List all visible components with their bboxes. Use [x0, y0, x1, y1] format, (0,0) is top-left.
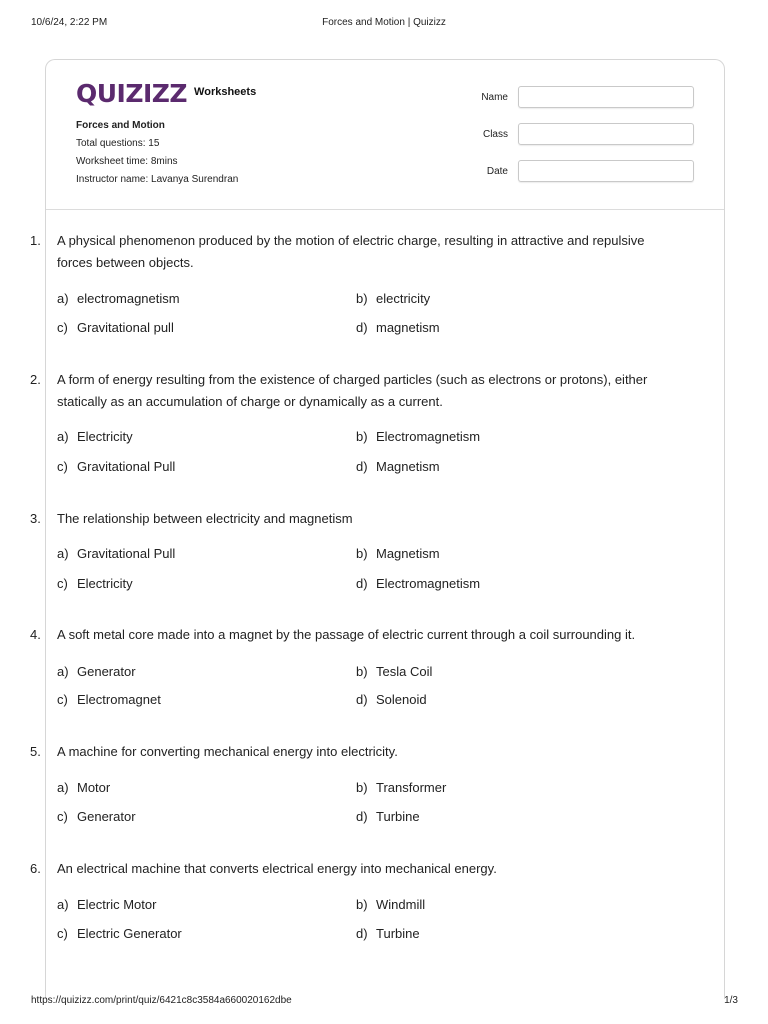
name-field	[466, 86, 694, 108]
option-c: c) Gravitational pull	[57, 320, 174, 335]
question-number: 6.	[30, 861, 41, 876]
class-input[interactable]	[518, 123, 694, 145]
date-field	[466, 160, 694, 182]
option-d: d) magnetism	[356, 320, 440, 335]
question-number: 5.	[30, 744, 41, 759]
page-number: 1/3	[724, 995, 738, 1006]
option-b: b) Tesla Coil	[356, 664, 433, 679]
question-number: 2.	[30, 372, 41, 387]
option-c: c) Gravitational Pull	[57, 459, 176, 474]
option-b: b) Transformer	[356, 780, 447, 795]
class-field	[466, 123, 694, 145]
option-b: b) electricity	[356, 291, 431, 306]
logo-subtitle: Worksheets	[194, 85, 257, 98]
option-a: a) Generator	[57, 664, 136, 679]
question-number: 4.	[30, 627, 41, 642]
option-d: d) Solenoid	[356, 692, 427, 707]
option-c: c) Electromagnet	[57, 692, 161, 707]
print-header	[0, 17, 768, 31]
question-text: A soft metal core made into a magnet by the passage of electric current through a coil surrounding it.	[57, 627, 636, 642]
question-text: An electrical machine that converts electrical energy into mechanical energy.	[57, 861, 497, 876]
worksheet-header	[46, 60, 724, 210]
option-c: c) Generator	[57, 809, 136, 824]
worksheet-time: Worksheet time: 8mins	[76, 156, 178, 167]
option-b: b) Windmill	[356, 897, 426, 912]
question-number: 3.	[30, 511, 41, 526]
instructor-name: Instructor name: Lavanya Surendran	[76, 174, 239, 185]
option-d: d) Electromagnetism	[356, 576, 481, 591]
question-text: A machine for converting mechanical energy into electricity.	[57, 744, 398, 759]
logo-text: QUIZIZZ	[76, 78, 188, 108]
option-d: d) Turbine	[356, 926, 420, 941]
print-url: https://quizizz.com/print/quiz/6421c8c3584a660020162dbe	[31, 995, 292, 1006]
class-label: Class	[482, 128, 508, 140]
option-b: b) Electromagnetism	[356, 429, 481, 444]
option-a: a) Electricity	[57, 429, 133, 444]
question-number: 1.	[30, 233, 41, 248]
option-a: a) electromagnetism	[57, 291, 180, 306]
date-label: Date	[486, 165, 508, 177]
print-datetime: 10/6/24, 2:22 PM	[31, 17, 108, 28]
option-d: d) Turbine	[356, 809, 420, 824]
option-a: a) Motor	[57, 780, 111, 795]
option-a: a) Gravitational Pull	[57, 546, 176, 561]
option-c: c) Electric Generator	[57, 926, 182, 941]
worksheet-title: Forces and Motion	[76, 120, 165, 131]
question-text: A form of energy resulting from the existence of charged particles (such as electrons or protons), either statically as an accumulation of charge or dynamically as a current.	[57, 372, 648, 409]
option-c: c) Electricity	[57, 576, 133, 591]
option-b: b) Magnetism	[356, 546, 440, 561]
worksheet-meta	[76, 119, 238, 191]
option-a: a) Electric Motor	[57, 897, 157, 912]
option-d: d) Magnetism	[356, 459, 440, 474]
total-questions: Total questions: 15	[76, 138, 160, 149]
name-label: Name	[481, 91, 508, 103]
question-text: A physical phenomenon produced by the motion of electric charge, resulting in attractive and repulsive forces between objects.	[57, 233, 645, 270]
quizizz-logo	[76, 79, 256, 107]
print-page-title: Forces and Motion | Quizizz	[322, 17, 446, 28]
name-input[interactable]	[518, 86, 694, 108]
date-input[interactable]	[518, 160, 694, 182]
question-text: The relationship between electricity and magnetism	[57, 511, 353, 526]
